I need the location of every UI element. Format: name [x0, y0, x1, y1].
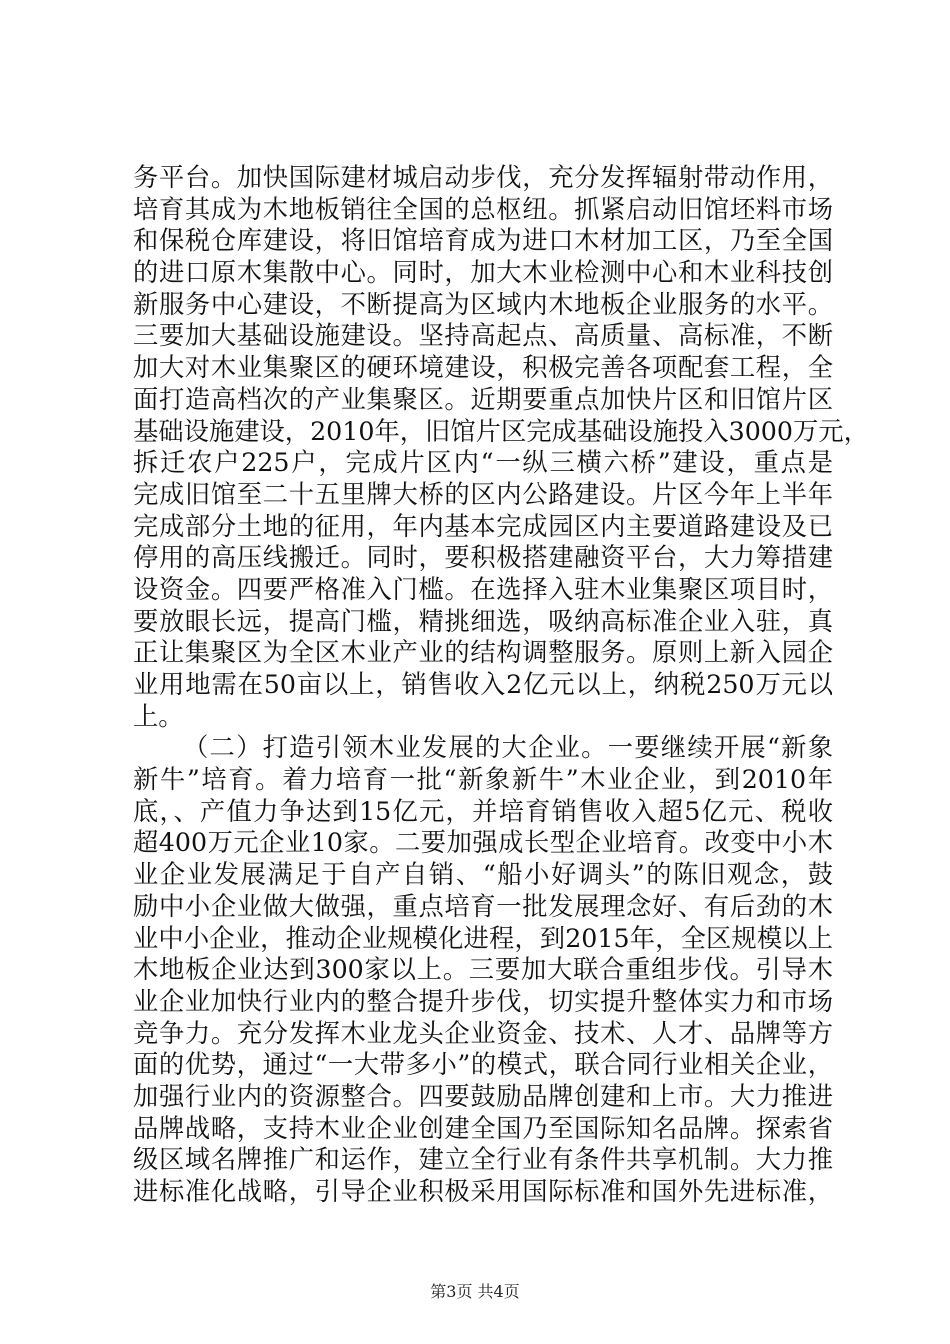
- text-line: 竞争力。充分发挥木业龙头企业资金、技术、人才、品牌等方: [133, 1018, 833, 1048]
- text-line: 底，、产值力争达到15亿元，并培育销售收入超5亿元、税收: [133, 796, 833, 826]
- text-line: 务平台。加快国际建材城启动步伐，充分发挥辐射带动作用，: [133, 163, 833, 192]
- text-line: 面的优势，通过“一大带多小”的模式，联合同行业相关企业，: [133, 1050, 833, 1080]
- text-line: 正让集聚区为全区木业产业的结构调整服务。原则上新入园企: [133, 638, 833, 668]
- text-line: 励中小企业做大做强，重点培育一批发展理念好、有后劲的木: [133, 891, 833, 921]
- page-number-footer: 第3页 共4页: [430, 1282, 520, 1301]
- text-line: 业中小企业，推动企业规模化进程，到2015年，全区规模以上: [133, 923, 833, 953]
- text-line: 培育其成为木地板销往全国的总枢纽。抓紧启动旧馆坯料市场: [133, 194, 833, 224]
- text-line: 基础设施建设，2010年，旧馆片区完成基础设施投入3000万元，: [133, 416, 869, 446]
- text-line: 木地板企业达到300家以上。三要加大联合重组步伐。引导木: [133, 955, 833, 985]
- paragraph-start-line: （二）打造引领木业发展的大企业。一要继续开展“新象: [183, 733, 833, 763]
- text-line: 设资金。四要严格准入门槛。在选择入驻木业集聚区项目时，: [133, 574, 833, 604]
- text-line: 停用的高压线搬迁。同时，要积极搭建融资平台，大力筹措建: [133, 543, 833, 573]
- text-line: 完成部分土地的征用，年内基本完成园区内主要道路建设及已: [133, 511, 833, 541]
- text-line: 三要加大基础设施建设。坚持高起点、高质量、高标准，不断: [133, 321, 833, 351]
- text-line: 业企业加快行业内的整合提升步伐，切实提升整体实力和市场: [133, 986, 833, 1016]
- text-line: 拆迁农户225户，完成片区内“一纵三横六桥”建设，重点是: [133, 448, 833, 478]
- text-line: 的进口原木集散中心。同时，加大木业检测中心和木业科技创: [133, 258, 833, 288]
- text-line: 进标准化战略，引导企业积极采用国际标准和国外先进标准，: [133, 1177, 833, 1206]
- text-line: 和保税仓库建设，将旧馆培育成为进口木材加工区，乃至全国: [133, 226, 833, 256]
- text-line: 级区域名牌推广和运作，建立全行业有条件共享机制。大力推: [133, 1145, 833, 1175]
- text-line: 完成旧馆至二十五里牌大桥的区内公路建设。片区今年上半年: [133, 479, 833, 509]
- text-line: 面打造高档次的产业集聚区。近期要重点加快片区和旧馆片区: [133, 384, 833, 414]
- body-text: [133, 162, 869, 1208]
- text-line: 加强行业内的资源整合。四要鼓励品牌创建和上市。大力推进: [133, 1081, 833, 1111]
- text-line: 新牛”培育。着力培育一批“新象新牛”木业企业，到2010年: [133, 765, 833, 795]
- text-line: 上。: [133, 701, 184, 731]
- text-line: 业企业发展满足于自产自销、“船小好调头”的陈旧观念，鼓: [133, 860, 833, 890]
- text-line: 超400万元企业10家。二要加强成长型企业培育。改变中小木: [133, 828, 833, 858]
- text-line: 品牌战略，支持木业企业创建全国乃至国际知名品牌。探索省: [133, 1113, 833, 1143]
- text-line: 业用地需在50亩以上，销售收入2亿元以上，纳税250万元以: [133, 670, 833, 699]
- text-line: 加大对木业集聚区的硬环境建设，积极完善各项配套工程，全: [133, 353, 833, 383]
- text-line: 新服务中心建设，不断提高为区域内木地板企业服务的水平。: [133, 289, 833, 319]
- text-line: 要放眼长远，提高门槛，精挑细选，吸纳高标准企业入驻，真: [133, 606, 833, 636]
